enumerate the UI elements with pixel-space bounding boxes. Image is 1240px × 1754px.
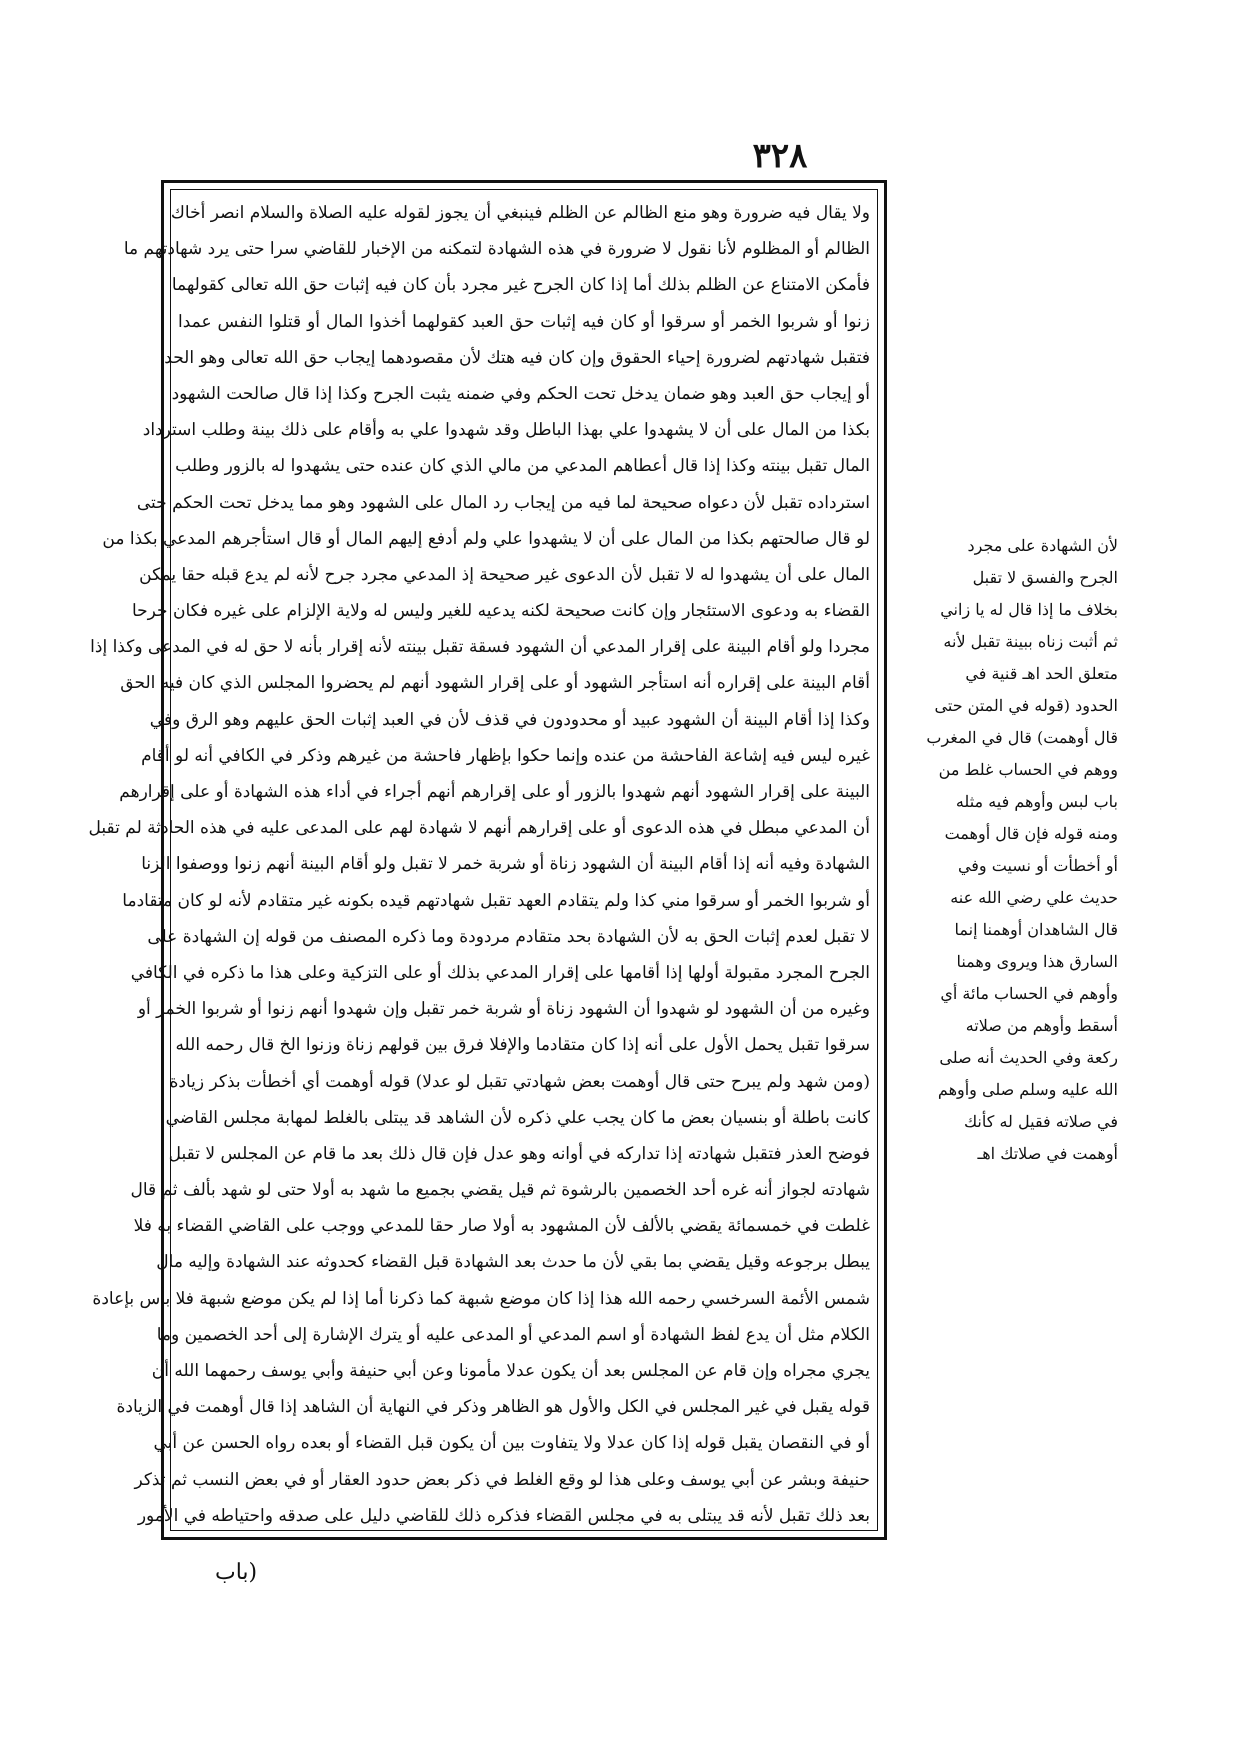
margin-note-line: في صلاته فقيل له كأنك	[963, 1112, 1118, 1131]
main-text-line: البينة على إقرار الشهود أنهم شهدوا بالزور أو على إقرارهم أنهم أجراء في أداء هذه الشهادة أو على إقرارهم	[119, 782, 870, 802]
main-text-line: (ومن شهد ولم يبرح حتى قال أوهمت بعض شهادتي تقبل لو عدلا) قوله أوهمت أي أخطأت بذكر زيادة	[169, 1071, 870, 1092]
main-text-line: فأمكن الامتناع عن الظلم بذلك أما إذا كان الجرح غير مجرد بأن كان فيه إثبات حق الله تعالى كقولهما	[171, 275, 870, 296]
main-text-line: سرقوا تقبل يحمل الأول على أنه إذا كان متقادما والإفلا فرق بين قولهم زناة وزنوا الخ قال رحمه الله	[175, 1035, 870, 1056]
margin-note-line: الله عليه وسلم صلى وأوهم	[937, 1080, 1118, 1099]
margin-note-line: قال أوهمت) قال في المغرب	[926, 728, 1118, 747]
main-text-line: بعد ذلك تقبل لأنه قد يبتلى به في مجلس القضاء فذكره ذلك للقاضي دليل على صدقه واحتياطه في الأمور	[137, 1505, 870, 1526]
main-text-frame	[88, 180, 887, 1540]
margin-note-line: الحدود (قوله في المتن حتى	[934, 696, 1118, 715]
main-text-line: الشهادة وفيه أنه إذا أقام البينة أن الشهود زناة أو شربة خمر لا تقبل ولو أقام البينة أنهم زنوا ووصفوا الزنا	[141, 854, 870, 875]
margin-note-line: ركعة وفي الحديث أنه صلى	[939, 1048, 1118, 1067]
main-text-line: لا تقبل لعدم إثبات الحق به لأن الشهادة بحد متقادم مردودة وما ذكره المصنف من قوله إن الشهادة على	[147, 926, 870, 947]
main-text-line: غلطت في خمسمائة يقضي بالألف لأن المشهود به أولا صار حقا للمدعي ووجب على القاضي القضاء به فلا	[133, 1216, 870, 1237]
main-text-line: المال على أن يشهدوا له لا تقبل لأن الدعوى غير صحيحة إذ المدعي مجرد جرح لأنه لم يدع قبله حقا يمكن	[139, 564, 870, 585]
main-text-line: كانت باطلة أو بنسيان بعض ما كان يجب علي ذكره لأن الشاهد قد يبتلى بالغلط لمهابة مجلس القاضي	[165, 1107, 870, 1128]
margin-note-line: ومنه قوله فإن قال أوهمت	[944, 824, 1118, 843]
main-text-line: فوضح العذر فتقبل شهادته إذا تداركه في أوانه وهو عدل فإن قال ذلك بعد ما قام عن المجلس لا تقبل	[168, 1143, 870, 1164]
margin-note-line: قال الشاهدان أوهمنا إنما	[954, 920, 1118, 939]
main-text-line: غيره ليس فيه إشاعة الفاحشة من عنده وإنما حكوا بإظهار فاحشة من غيرهم وذكر في الكافي أنه لو أقام	[141, 745, 870, 766]
main-text-line: يبطل برجوعه وقيل يقضي بما بقي لأن ما حدث بعد الشهادة قبل القضاء كحدوثه عند الشهادة وإليه مال	[156, 1252, 870, 1273]
margin-note-line: الجرح والفسق لا تقبل	[972, 568, 1118, 587]
margin-note-line: أسقط وأوهم من صلاته	[965, 1016, 1118, 1035]
main-text-line: شهادته لجواز أنه غره أحد الخصمين بالرشوة ثم قيل يقضي بجميع ما شهد به أولا حتى لو شهد بألف ثم قال	[130, 1180, 870, 1201]
margin-note-line: السارق هذا ويروى وهمنا	[956, 952, 1118, 971]
margin-note-line: حديث علي رضي الله عنه	[950, 888, 1118, 907]
margin-note-line: ووهم في الحساب غلط من	[938, 760, 1118, 779]
main-text-line: قوله يقبل في غير المجلس في الكل والأول هو الظاهر وذكر في النهاية أن الشاهد إذا قال أوهمت في الزيادة	[116, 1397, 870, 1418]
catchword: (باب	[215, 1560, 258, 1585]
main-text-line: لو قال صالحتهم بكذا من المال على أن لا يشهدوا علي ولم أدفع إليهم المال أو قال استأجرهم المدعي بكذا من	[102, 528, 870, 549]
main-text-line: أقام البينة على إقراره أنه استأجر الشهود أو على إقرار الشهود أنهم لم يحضروا المجلس الذي كان فيه الحق	[120, 673, 870, 694]
margin-note-line: أو أخطأت أو نسيت وفي	[957, 856, 1118, 875]
main-text-line: أن المدعي مبطل في هذه الدعوى أو على إقرارهم أنهم لا شهادة لهم على المدعى عليه في هذه الحادثة لم تقبل	[88, 818, 870, 839]
main-text-line: أو إيجاب حق العبد وهو ضمان يدخل تحت الحكم وفي ضمنه يثبت الجرح وكذا إذا قال صالحت الشهود	[171, 383, 870, 404]
main-text-line: وغيره من أن الشهود لو شهدوا أن الشهود زناة أو شربة خمر تقبل وإن شهدوا أنهم زنوا أو شربوا الخمر أو	[137, 999, 870, 1020]
main-text-line: الجرح المجرد مقبولة أولها إذا أقامها على إقرار المدعي بذلك أو على التزكية وعلى هذا ما ذكره في الكافي	[130, 962, 870, 983]
main-text-line: أو شربوا الخمر أو سرقوا مني كذا ولم يتقادم العهد تقبل شهادتهم قيده بكونه غير متقادم لأنه لو كان متقادما	[122, 890, 870, 911]
page-number: ٣٢٨	[752, 136, 808, 176]
main-text-body	[88, 195, 870, 1534]
margin-note-line: أوهمت في صلاتك اهـ	[977, 1144, 1118, 1163]
main-text-line: الظالم أو المظلوم لأنا نقول لا ضرورة في هذه الشهادة لتمكنه من الإخبار للقاضي سرا حتى يرد شهادتهم ما	[123, 239, 870, 260]
margin-note-line: متعلق الحد اهـ قنية في	[965, 664, 1118, 683]
main-text-line: فتقبل شهادتهم لضرورة إحياء الحقوق وإن كان فيه هتك لأن مقصودهما إيجاب حق الله تعالى وهو الحد	[164, 347, 870, 368]
main-text-line: ولا يقال فيه ضرورة وهو منع الظالم عن الظلم فينبغي أن يجوز لقوله عليه الصلاة والسلام انصر أخاك	[170, 203, 870, 223]
margin-note-line: بخلاف ما إذا قال له يا زاني	[940, 600, 1118, 619]
main-text-line: استرداده تقبل لأن دعواه صحيحة لما فيه من إيجاب رد المال على الشهود وهو مما يدخل تحت الحكم حتى	[136, 492, 870, 513]
main-text-line: بكذا من المال على أن لا يشهدوا علي بهذا الباطل وقد شهدوا علي به وأقام على ذلك بينة وطلب استرداد	[142, 420, 870, 441]
main-text-line: الكلام مثل أن يدع لفظ الشهادة أو اسم المدعي أو المدعى عليه أو يترك الإشارة إلى أحد الخصمين وما	[156, 1324, 870, 1345]
margin-note-line: لأن الشهادة على مجرد	[967, 536, 1118, 555]
main-text-line: زنوا أو شربوا الخمر أو سرقوا أو كان فيه إثبات حق العبد كقولهما أخذوا المال أو قتلوا النفس عمدا	[178, 311, 870, 332]
main-text-line: القضاء به ودعوى الاستئجار وإن كانت صحيحة لكنه يدعيه للغير وليس له ولاية الإلزام على غيره فكان جرحا	[131, 601, 870, 622]
main-text-line: حنيفة وبشر عن أبي يوسف وعلى هذا لو وقع الغلط في ذكر بعض حدود العقار أو في بعض النسب ثم تذكر	[134, 1469, 870, 1490]
margin-note	[900, 530, 1118, 1170]
margin-note-line: باب لبس وأوهم فيه مثله	[955, 792, 1118, 811]
main-text-line: شمس الأئمة السرخسي رحمه الله هذا إذا كان موضع شبهة كما ذكرنا أما إذا لم يكن موضع شبهة فلا بأس بإعادة	[92, 1288, 870, 1309]
main-text-line: وكذا إذا أقام البينة أن الشهود عبيد أو محدودون في قذف لأن في العبد إثبات الحق عليهم وهو الرق وفي	[149, 709, 870, 730]
margin-note-line: ثم أثبت زناه ببينة تقبل لأنه	[943, 632, 1118, 651]
main-text-line: المال تقبل بينته وكذا إذا قال أعطاهم المدعي من مالي الذي كان عنده حتى يشهدوا له بالزور وطلب	[175, 456, 870, 477]
main-text-line: مجردا ولو أقام البينة على إقرار المدعي أن الشهود فسقة تقبل بينته لأنه إقرار بأنه لا حق له في المدعى وكذا إذا	[90, 637, 870, 658]
main-text-line: أو في النقصان يقبل قوله إذا كان عدلا ولا يتفاوت بين أن يكون قبل القضاء أو بعده رواه الحسن عن أبي	[153, 1433, 870, 1454]
margin-note-line: وأوهم في الحساب مائة أي	[940, 984, 1118, 1003]
main-text-line: يجري مجراه وإن قام عن المجلس بعد أن يكون عدلا مأمونا وعن أبي حنيفة وأبي يوسف رحمهما الله أن	[151, 1361, 870, 1381]
